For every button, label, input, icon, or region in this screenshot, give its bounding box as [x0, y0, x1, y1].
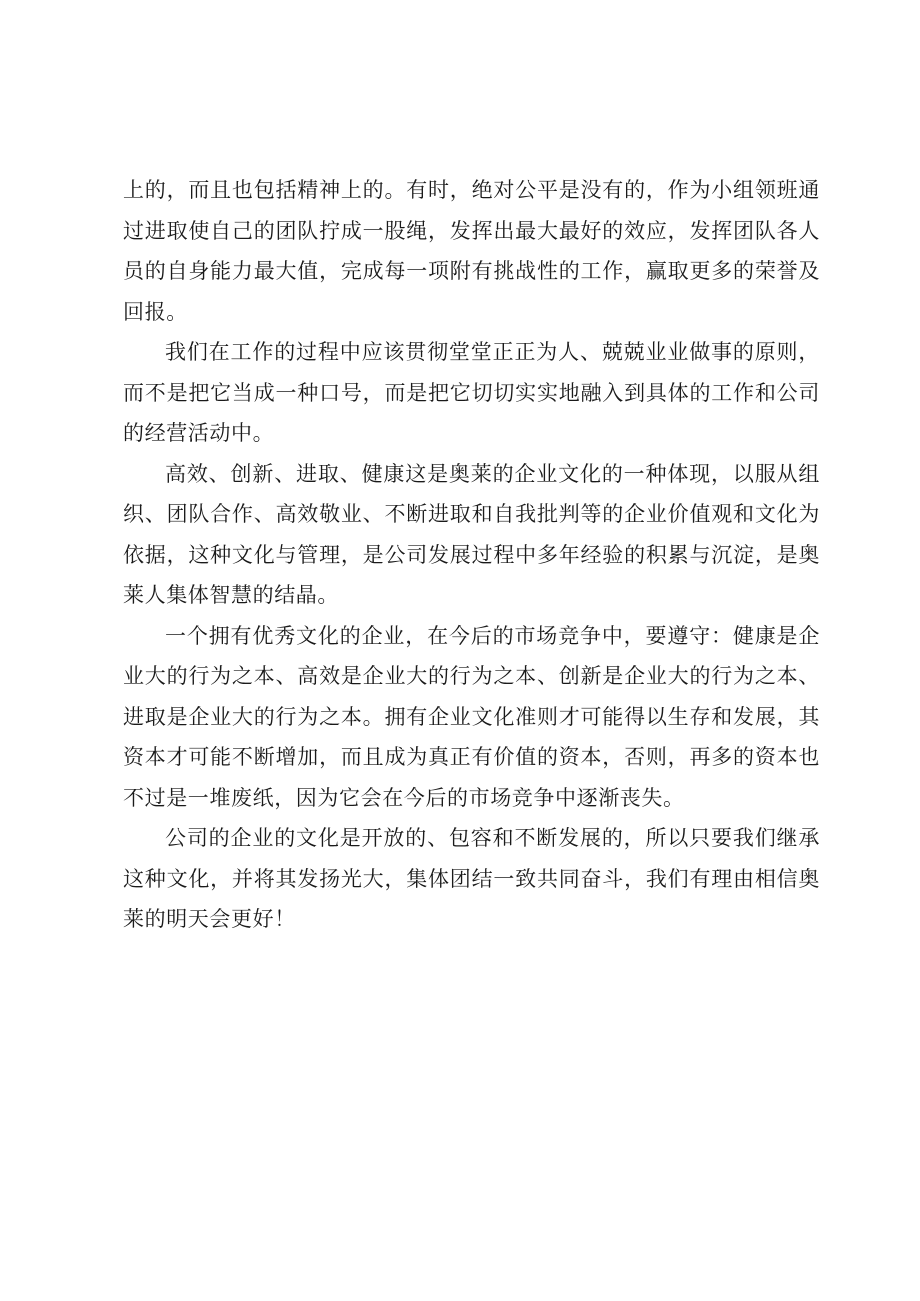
paragraph-principles: 我们在工作的过程中应该贯彻堂堂正正为人、兢兢业业做事的原则，而不是把它当成一种口号，而是把它切切实实地融入到具体的工作和公司的经营活动中。 — [123, 340, 820, 445]
document-body — [123, 170, 820, 940]
paragraph-excellent-culture: 一个拥有优秀文化的企业，在今后的市场竞争中，要遵守：健康是企业大的行为之本、高效是企业大的行为之本、创新是企业大的行为之本、进取是企业大的行为之本。拥有企业文化准则才可能得以生存和发展，其资本才可能不断增加，而且成为真正有价值的资本，否则，再多的资本也不过是一堆废纸，因为它会在今后的市场竞争中逐渐丧失。 — [123, 623, 820, 810]
paragraph-continuation: 上的，而且也包括精神上的。有时，绝对公平是没有的，作为小组领班通过进取使自己的团队拧成一股绳，发挥出最大最好的效应，发挥团队各人员的自身能力最大值，完成每一项附有挑战性的工作，赢取更多的荣誉及回报。 — [123, 178, 820, 324]
paragraph-corporate-culture: 高效、创新、进取、健康这是奥莱的企业文化的一种体现，以服从组织、团队合作、高效敬业、不断进取和自我批判等的企业价值观和文化为依据，这种文化与管理，是公司发展过程中多年经验的积累与沉淀，是奥莱人集体智慧的结晶。 — [123, 461, 820, 607]
paragraph-conclusion: 公司的企业的文化是开放的、包容和不断发展的，所以只要我们继承这种文化，并将其发扬光大，集体团结一致共同奋斗，我们有理由相信奥莱的明天会更好！ — [123, 826, 820, 931]
